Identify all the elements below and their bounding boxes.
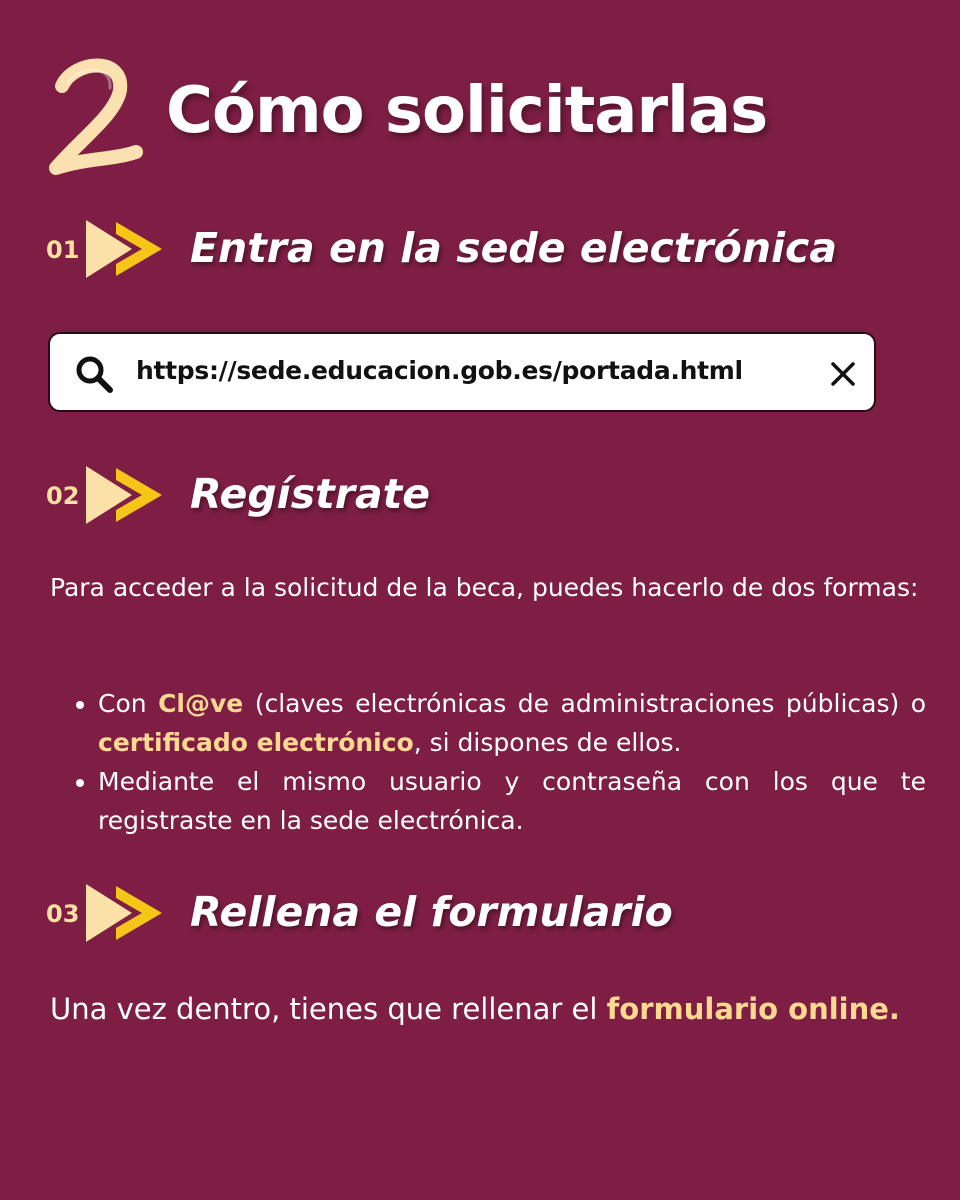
page-title: Cómo solicitarlas <box>166 74 768 148</box>
option-text: Con <box>98 689 159 718</box>
brush-number-two <box>46 52 146 182</box>
step-1 <box>46 214 926 284</box>
step-title: Entra en la sede electrónica <box>190 224 838 272</box>
form-text <box>50 986 926 1032</box>
step-number: 02 <box>46 482 80 510</box>
step-3 <box>46 878 926 948</box>
list-item <box>98 684 926 762</box>
form-highlight: formulario online. <box>606 992 900 1026</box>
options-list <box>50 684 926 840</box>
clave-highlight: Cl@ve <box>158 689 244 718</box>
close-icon[interactable] <box>830 361 856 387</box>
url-text[interactable]: https://sede.educacion.gob.es/portada.html <box>136 356 743 385</box>
double-arrow-icon <box>82 214 172 284</box>
option-text: , si dispones de ellos. <box>413 728 682 757</box>
step-number: 01 <box>46 236 80 264</box>
option-text: Mediante el mismo usuario y contraseña con los que te registraste en la sede electrónica. <box>98 767 926 835</box>
step-title: Rellena el formulario <box>190 888 673 936</box>
form-sentence: Una vez dentro, tienes que rellenar el <box>50 992 607 1026</box>
header <box>46 52 926 182</box>
url-search-bar[interactable] <box>48 332 876 412</box>
double-arrow-icon <box>82 460 172 530</box>
register-intro: Para acceder a la solicitud de la beca, puedes hacerlo de dos formas: <box>50 573 919 602</box>
option-text: (claves electrónicas de administraciones públicas) o <box>243 689 927 718</box>
step-title: Regístrate <box>190 470 431 518</box>
step-number: 03 <box>46 900 80 928</box>
list-item <box>98 762 926 840</box>
search-icon <box>74 354 114 394</box>
certificate-highlight: certificado electrónico <box>98 728 414 757</box>
step-2 <box>46 460 926 530</box>
double-arrow-icon <box>82 878 172 948</box>
